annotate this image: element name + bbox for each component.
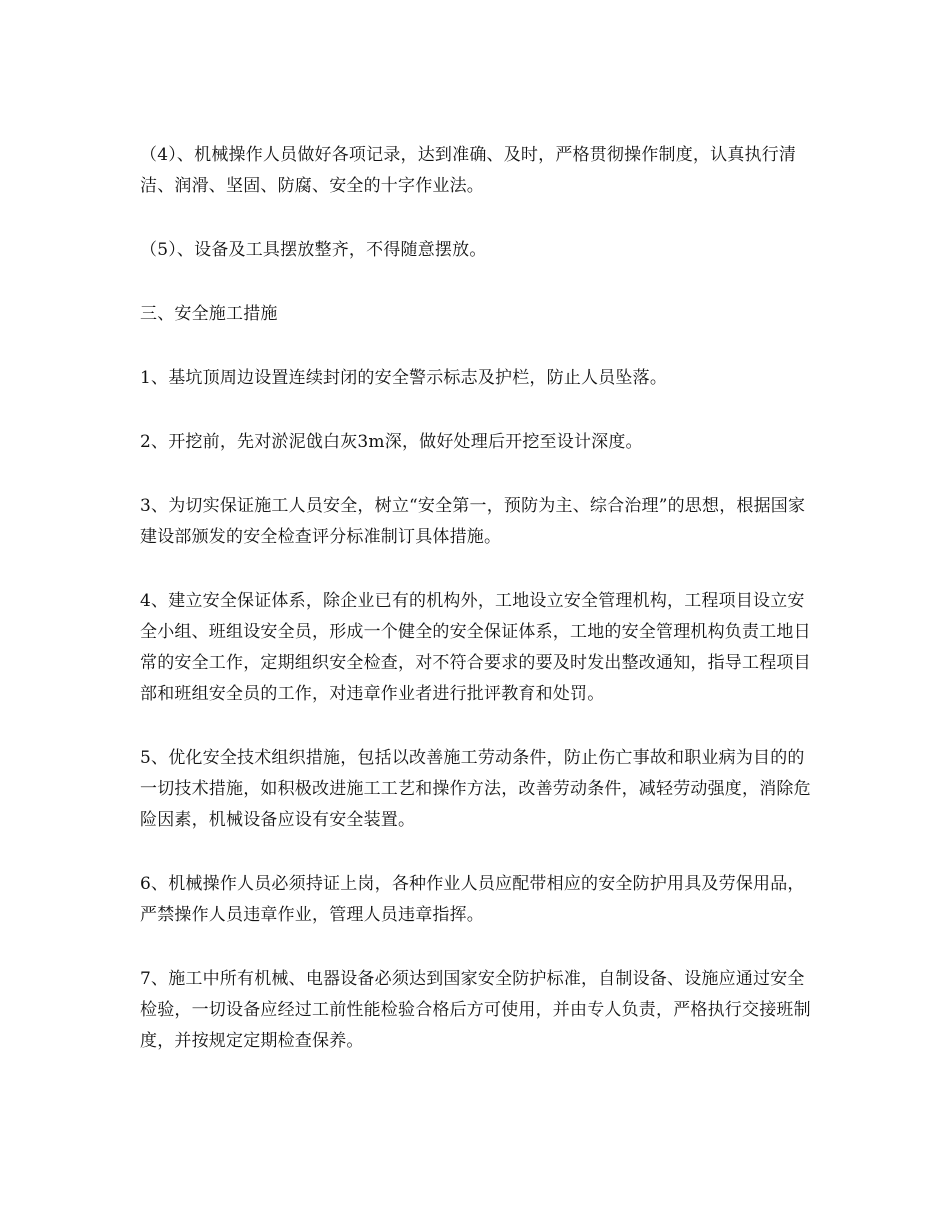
paragraph-item-4: （4）、机械操作人员做好各项记录，达到准确、及时，严格贯彻操作制度，认真执行清洁、润滑、坚固、防腐、安全的十字作业法。 xyxy=(140,145,797,196)
paragraph-measure-3: 3、为切实保证施工人员安全，树立“安全第一，预防为主、综合治理”的思想，根据国家建设部颁发的安全检查评分标准制订具体措施。 xyxy=(140,496,806,547)
paragraph-measure-1: 1、基坑顶周边设置连续封闭的安全警示标志及护栏，防止人员坠落。 xyxy=(140,368,668,388)
paragraph-measure-5: 5、优化安全技术组织措施，包括以改善施工劳动条件，防止伤亡事故和职业病为目的的一切技术措施，如积极改进施工工艺和操作方法，改善劳动条件，减轻劳动强度，消除危险因素，机械设备应设有安全装置。 xyxy=(140,748,811,830)
paragraph-measure-2: 2、开挖前，先对淤泥戗白灰3m深，做好处理后开挖至设计深度。 xyxy=(140,432,643,452)
paragraph-item-5: （5）、设备及工具摆放整齐，不得随意摆放。 xyxy=(140,240,487,260)
paragraph-measure-7: 7、施工中所有机械、电器设备必须达到国家安全防护标准，自制设备、设施应通过安全检验，一切设备应经过工前性能检验合格后方可使用，并由专人负责，严格执行交接班制度，并按规定定期检查保养。 xyxy=(140,969,811,1051)
document-body xyxy=(140,140,816,1090)
paragraph-measure-4: 4、建立安全保证体系，除企业已有的机构外，工地设立安全管理机构，工程项目设立安全小组、班组设安全员，形成一个健全的安全保证体系，工地的安全管理机构负责工地日常的安全工作，定期组织安全检查，对不符合要求的要及时发出整改通知，指导工程项目部和班组安全员的工作，对违章作业者进行批评教育和处罚。 xyxy=(140,591,811,704)
paragraph-measure-6: 6、机械操作人员必须持证上岗，各种作业人员应配带相应的安全防护用具及劳保用品，严禁操作人员违章作业，管理人员违章指挥。 xyxy=(140,874,805,925)
section-heading-safety-measures: 三、安全施工措施 xyxy=(140,304,278,324)
